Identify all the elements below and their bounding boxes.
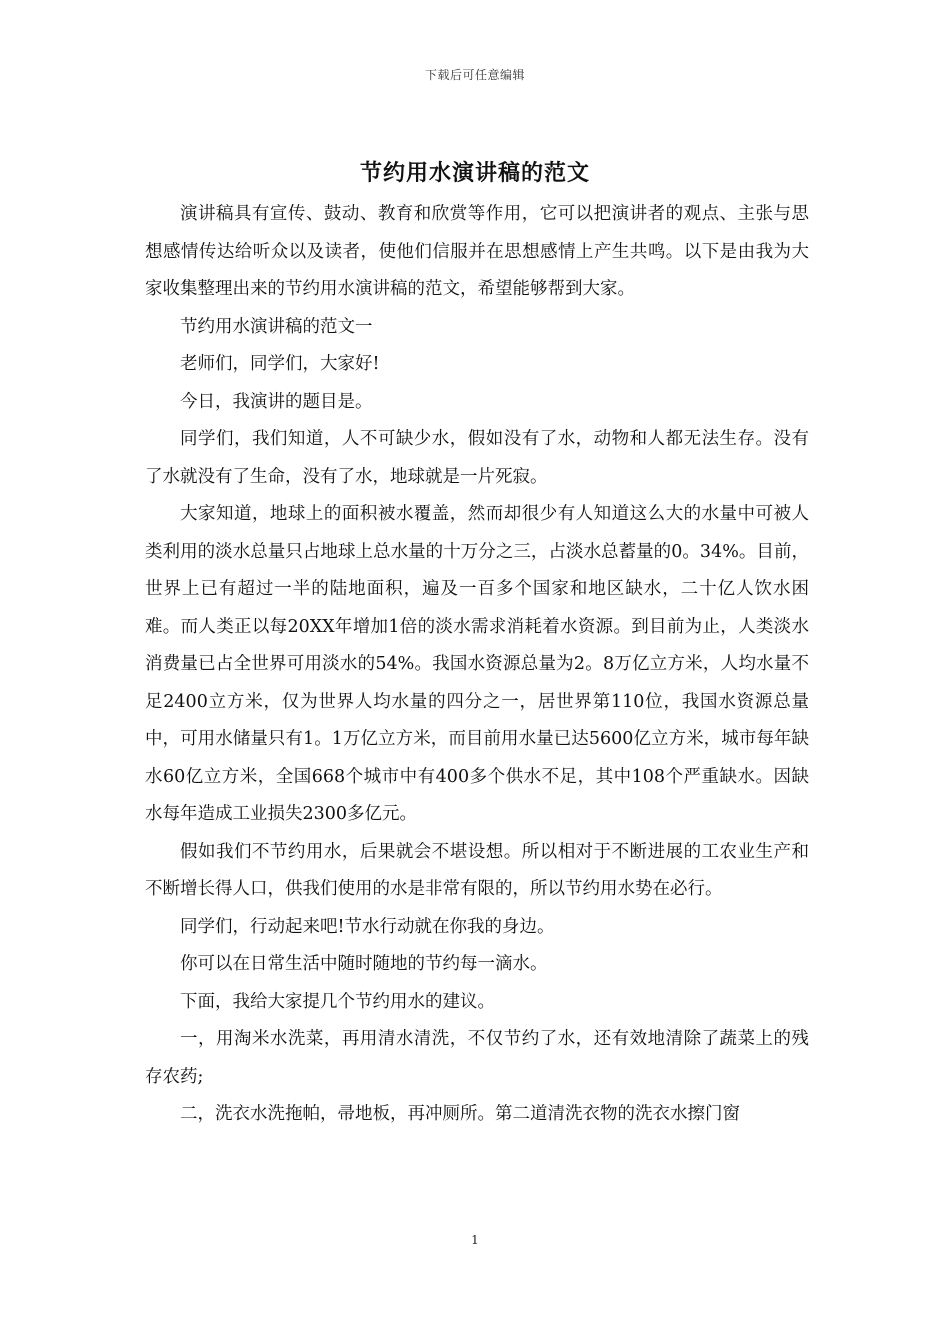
paragraph-suggestions-intro: 下面，我给大家提几个节约用水的建议。 bbox=[180, 991, 495, 1012]
document-title: 节约用水演讲稿的范文 bbox=[359, 160, 590, 186]
paragraph-suggestion-one: 一，用淘米水洗菜，再用清水清洗，不仅节约了水，还有效地清除了蔬菜上的残存农药; bbox=[145, 1029, 809, 1087]
document-body bbox=[145, 196, 809, 1134]
paragraph-greeting: 老师们，同学们，大家好! bbox=[180, 354, 380, 374]
paragraph-topic: 今日，我演讲的题目是。 bbox=[180, 391, 373, 412]
paragraph-intro: 演讲稿具有宣传、鼓动、教育和欣赏等作用，它可以把演讲者的观点、主张与思想感情传达给听众以及读者，使他们信服并在思想感情上产生共鸣。以下是由我为大家收集整理出来的节约用水演讲稿的范文，希望能够帮到大家。 bbox=[145, 204, 809, 299]
paragraph-consequences: 假如我们不节约用水，后果就会不堪设想。所以相对于不断进展的工农业生产和不断增长得人口，供我们使用的水是非常有限的，所以节约用水势在必行。 bbox=[145, 841, 809, 899]
page-number: 1 bbox=[471, 1233, 479, 1247]
page-header-note: 下载后可任意编辑 bbox=[424, 68, 525, 82]
paragraph-suggestion-two: 二，洗衣水洗拖帕，帚地板，再冲厕所。第二道清洗衣物的洗衣水擦门窗 bbox=[180, 1104, 740, 1124]
paragraph-water-statistics: 大家知道，地球上的面积被水覆盖，然而却很少有人知道这么大的水量中可被人类利用的淡水总量只占地球上总水量的十万分之三，占淡水总蓄量的0。34%。目前，世界上已有超过一半的陆地面积，遍及一百多个国家和地区缺水，二十亿人饮水困难。而人类正以每20XX年增加1倍的淡水需求消耗着水资源。到目前为止，人类淡水消费量已占全世界可用淡水的54%。我国水资源总量为2。8万亿立方米，人均水量不足2400立方米，仅为世界人均水量的四分之一，居世界第110位，我国水资源总量中，可用水储量只有1。1万亿立方米，而目前用水量已达5600亿立方米，城市每年缺水60亿立方米，全国668个城市中有400多个供水不足，其中108个严重缺水。因缺水每年造成工业损失2300多亿元。 bbox=[145, 504, 809, 824]
paragraph-daily-saving: 你可以在日常生活中随时随地的节约每一滴水。 bbox=[180, 954, 548, 974]
paragraph-call-to-action: 同学们，行动起来吧!节水行动就在你我的身边。 bbox=[180, 916, 555, 937]
paragraph-water-importance: 同学们，我们知道，人不可缺少水，假如没有了水，动物和人都无法生存。没有了水就没有了生命，没有了水，地球就是一片死寂。 bbox=[145, 429, 809, 487]
paragraph-section-heading: 节约用水演讲稿的范文一 bbox=[180, 316, 373, 337]
